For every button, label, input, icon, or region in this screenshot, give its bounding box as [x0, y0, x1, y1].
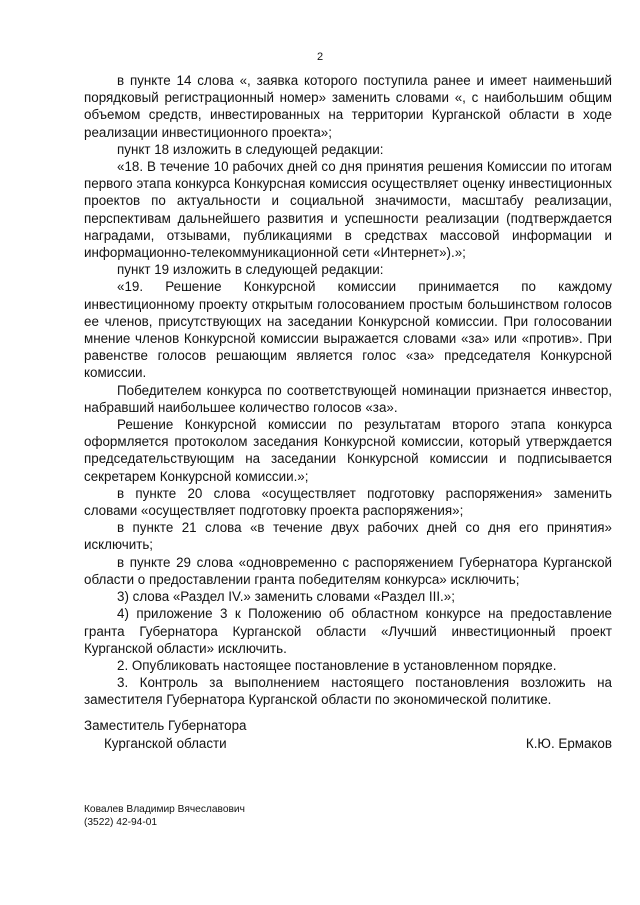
page-number: 2	[316, 51, 324, 63]
paragraph: в пункте 29 слова «одновременно с распоряжением Губернатора Курганской области о предоставлении гранта победителям конкурса» исключить;	[84, 554, 612, 587]
paragraph: в пункте 20 слова «осуществляет подготовку распоряжения» заменить словами «осуществляет подготовку проекта распоряжения»;	[84, 485, 612, 519]
paragraph: пункт 19 изложить в следующей редакции:	[117, 262, 384, 278]
paragraph: 3. Контроль за выполнением настоящего постановления возложить на заместителя Губернатора Курганской области по экономической политике.	[84, 675, 612, 708]
paragraph: Решение Конкурсной комиссии по результатам второго этапа конкурса оформляется протоколом заседания Конкурсной комиссии, который утверждается председательствующим на заседании Конкурсной комиссии и подписывается секретарем Конкурсной комиссии.»;	[84, 417, 612, 484]
paragraph: 3) слова «Раздел IV.» заменить словами «Раздел III.»;	[117, 589, 455, 605]
contact-name: Ковалев Владимир Вячеславович	[84, 804, 245, 815]
paragraph: в пункте 21 слова «в течение двух рабочих дней со дня его принятия» исключить;	[84, 520, 612, 553]
signature-title-region: Курганской области	[104, 736, 227, 751]
paragraph: «19. Решение Конкурсной комиссии принимается по каждому инвестиционному проекту открытым голосованием простым большинством голосов ее членов, присутствующих на заседании Конкурсной комиссии. При голосовании мнение членов Конкурсной комиссии выражается словами «за» или «против». При равенстве голосов решающим является голос «за» председателя Конкурсной комиссии.	[84, 279, 612, 381]
paragraph: пункт 18 изложить в следующей редакции:	[117, 141, 384, 157]
paragraph: «18. В течение 10 рабочих дней со дня принятия решения Комиссии по итогам первого этапа конкурса Конкурсная комиссия осуществляет оценку инвестиционных проектов по актуальности и социальной значимости, масштабу реализации, перспективам дальнейшего развития и успешности реализации (подтверждается наградами, отзывами, публикациями в средствах массовой информации и информационно-телекоммуникационной сети «Интернет»).»;	[84, 159, 612, 261]
paragraph: Победителем конкурса по соответствующей номинации признается инвестор, набравший наибольшее количество голосов «за».	[84, 382, 612, 415]
contact-phone: (3522) 42-94-01	[84, 817, 158, 828]
document-body	[84, 72, 612, 709]
paragraph: в пункте 14 слова «, заявка которого поступила ранее и имеет наименьший порядковый регистрационный номер» заменить словами «, с наибольшим общим объемом средств, инвестированных на территории Курганской области в ходе реализации инвестиционного проекта»;	[84, 73, 612, 140]
signature-name: К.Ю. Ермаков	[525, 736, 612, 751]
paragraph: 4) приложение 3 к Положению об областном конкурсе на предоставление гранта Губернатора Курганской области «Лучший инвестиционный проект Курганской области» исключить.	[84, 606, 612, 656]
paragraph: 2. Опубликовать настоящее постановление в установленном порядке.	[117, 657, 557, 673]
signature-title: Заместитель Губернатора	[84, 718, 247, 733]
